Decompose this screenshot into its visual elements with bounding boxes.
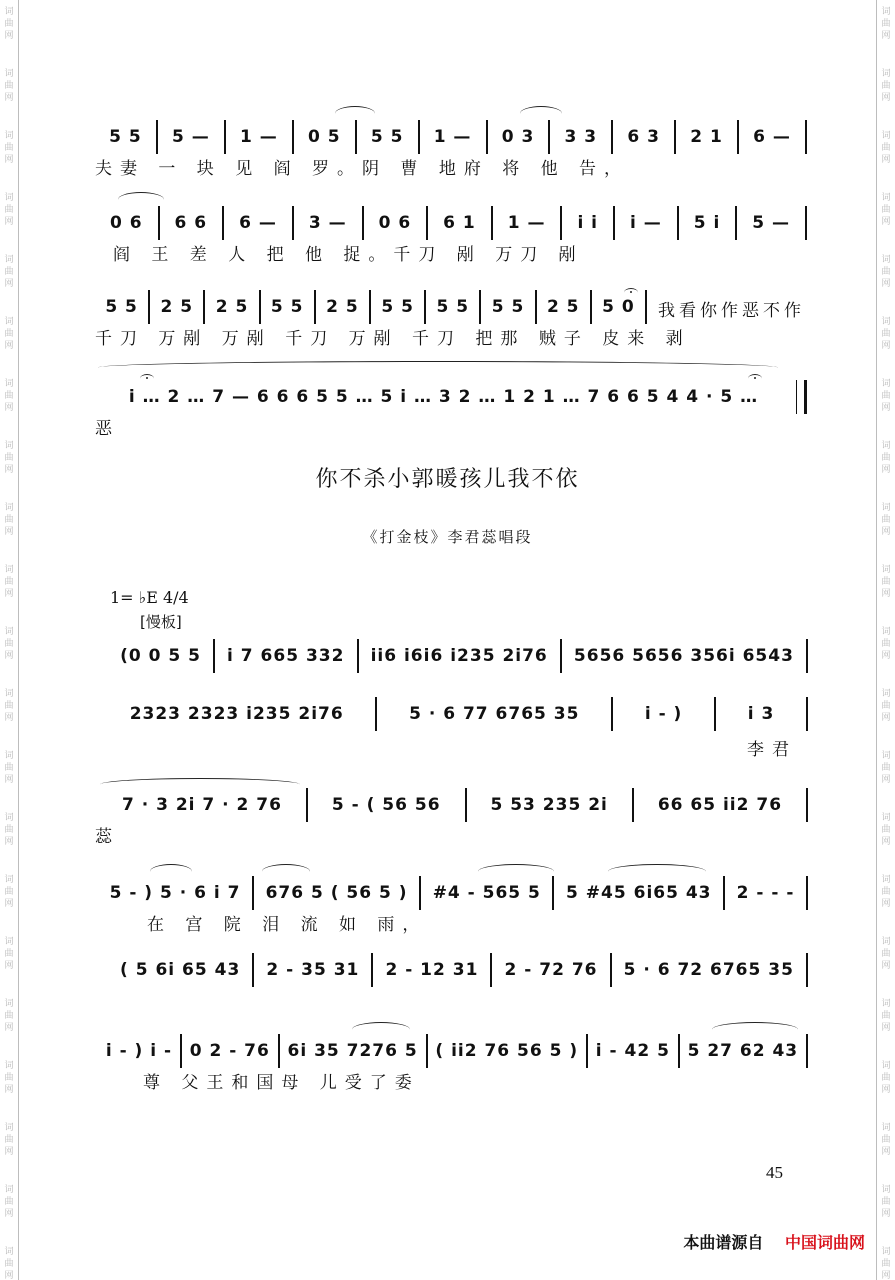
- watermark-glyphs: [880, 192, 892, 254]
- watermark-glyphs: [880, 68, 892, 130]
- watermark-glyph: 词: [4, 441, 14, 451]
- watermark-glyph: 网: [4, 589, 14, 599]
- watermark-glyph: 曲: [881, 1011, 891, 1021]
- watermark-glyphs: [3, 1184, 15, 1246]
- final-bar-line: [796, 380, 807, 414]
- watermark-glyph: 网: [4, 403, 14, 413]
- watermark-glyph: 网: [4, 527, 14, 537]
- measure: 2 5: [546, 297, 580, 317]
- measure: 5 · 6 72 6765 35: [623, 960, 794, 980]
- lyrics-line-3: [95, 324, 807, 348]
- watermark-glyphs: [3, 564, 15, 626]
- watermark-glyph: 网: [4, 279, 14, 289]
- watermark-glyph: 网: [881, 1085, 891, 1095]
- slur-arc: [712, 1022, 798, 1037]
- watermark-glyph: 曲: [4, 577, 14, 587]
- watermark-glyph: 词: [881, 565, 891, 575]
- watermark-glyph: 曲: [4, 329, 14, 339]
- measure: i - ) i -: [105, 1041, 173, 1061]
- source-label: 本曲谱源自: [683, 1233, 764, 1252]
- measure: 66 65 ii2 76: [657, 795, 783, 815]
- watermark-glyphs: [3, 130, 15, 192]
- measure: 5 i: [693, 213, 721, 233]
- measure: 1 —: [507, 213, 546, 233]
- watermark-glyph: 网: [881, 403, 891, 413]
- score-line-7: [98, 790, 808, 820]
- score-line-1: [95, 122, 807, 152]
- watermark-glyph: 曲: [4, 701, 14, 711]
- watermark-glyph: 曲: [4, 453, 14, 463]
- watermark-glyphs: [3, 688, 15, 750]
- slur-arc: [608, 864, 706, 879]
- watermark-glyph: 词: [881, 751, 891, 761]
- watermark-glyph: 网: [4, 651, 14, 661]
- watermark-glyph: 曲: [4, 391, 14, 401]
- watermark-glyph: 曲: [4, 19, 14, 29]
- bar-line: [806, 876, 808, 910]
- measure: 5 5: [381, 297, 414, 317]
- measure: 5 5: [109, 127, 142, 147]
- watermark-glyph: 网: [4, 1147, 14, 1157]
- watermark-glyph: 曲: [4, 949, 14, 959]
- slur-arc: [118, 192, 164, 207]
- watermark-glyph: 网: [4, 899, 14, 909]
- watermark-glyphs: [880, 750, 892, 812]
- tempo-marking: [慢板]: [140, 613, 182, 631]
- slur-arc: [335, 106, 375, 121]
- watermark-glyphs: [3, 874, 15, 936]
- watermark-glyph: 网: [881, 279, 891, 289]
- measure: 5 —: [171, 127, 210, 147]
- measure: 0 6: [109, 213, 143, 233]
- measure: 3 3: [564, 127, 598, 147]
- watermark-glyph: 词: [4, 193, 14, 203]
- watermark-glyphs: [880, 688, 892, 750]
- watermark-glyph: 曲: [881, 1073, 891, 1083]
- watermark-glyph: 词: [4, 69, 14, 79]
- measure: 5656 5656 356i 6543: [573, 646, 794, 666]
- lyrics-line-4: [95, 414, 807, 438]
- watermark-glyph: 网: [4, 1085, 14, 1095]
- watermark-glyph: 网: [881, 1271, 891, 1280]
- watermark-glyph: 曲: [4, 1011, 14, 1021]
- watermark-glyph: 网: [881, 651, 891, 661]
- watermark-glyphs: [3, 1060, 15, 1122]
- watermark-glyphs: [3, 192, 15, 254]
- watermark-glyph: 词: [881, 503, 891, 513]
- watermark-glyph: 词: [881, 255, 891, 265]
- watermark-glyph: 词: [4, 565, 14, 575]
- bar-line: [806, 1034, 808, 1068]
- watermark-glyphs: [880, 6, 892, 68]
- score-line-5: [108, 641, 808, 671]
- watermark-glyph: 词: [4, 813, 14, 823]
- watermark-glyph: 曲: [881, 949, 891, 959]
- measure: 5 5: [436, 297, 470, 317]
- watermark-column: [880, 6, 892, 1280]
- watermark-glyph: 曲: [881, 453, 891, 463]
- watermark-glyph: 网: [881, 465, 891, 475]
- watermark-glyphs: [880, 254, 892, 316]
- watermark-glyph: 网: [881, 961, 891, 971]
- watermark-glyph: 网: [4, 1209, 14, 1219]
- watermark-glyph: 词: [881, 875, 891, 885]
- watermark-glyph: 词: [4, 1123, 14, 1133]
- watermark-glyph: 曲: [881, 143, 891, 153]
- left-frame-line: [18, 0, 19, 1280]
- watermark-glyph: 词: [881, 441, 891, 451]
- watermark-glyph: 词: [881, 689, 891, 699]
- measure: 6 6: [174, 213, 208, 233]
- lyrics-line-10: [95, 1068, 807, 1092]
- watermark-glyph: 曲: [4, 205, 14, 215]
- watermark-glyph: 曲: [881, 81, 891, 91]
- watermark-glyph: 曲: [4, 1197, 14, 1207]
- slur-arc: [262, 864, 310, 879]
- measure: 6i 35 7276 5: [287, 1041, 418, 1061]
- measure: 1 —: [239, 127, 278, 147]
- watermark-glyphs: [880, 378, 892, 440]
- watermark-glyph: 词: [4, 751, 14, 761]
- measure: 5 - ( 56 56: [331, 795, 441, 815]
- lyrics-line-6: [95, 735, 807, 759]
- slur-arc: [352, 1022, 410, 1037]
- measure: (0 0 5 5: [120, 646, 201, 666]
- watermark-glyph: 网: [881, 341, 891, 351]
- measure: 2 5: [160, 297, 194, 317]
- watermark-glyph: 词: [881, 937, 891, 947]
- bar-line: [806, 953, 808, 987]
- watermark-glyph: 词: [4, 1185, 14, 1195]
- measure: 1 —: [433, 127, 472, 147]
- measure: 2 5: [215, 297, 249, 317]
- watermark-glyphs: [880, 1060, 892, 1122]
- watermark-glyphs: [3, 316, 15, 378]
- measure: 2 - 72 76: [504, 960, 598, 980]
- watermark-glyph: 网: [4, 93, 14, 103]
- watermark-glyph: 词: [881, 131, 891, 141]
- measure: 5 0: [602, 297, 635, 317]
- watermark-glyph: 曲: [4, 143, 14, 153]
- watermark-glyph: 曲: [4, 639, 14, 649]
- left-watermark-strip: [0, 0, 18, 1280]
- measure: 2 - 12 31: [385, 960, 479, 980]
- watermark-glyphs: [880, 626, 892, 688]
- bar-line: [805, 206, 807, 240]
- watermark-glyph: 词: [881, 999, 891, 1009]
- measure: i i: [577, 213, 599, 233]
- measure: 2 - 35 31: [266, 960, 360, 980]
- source-footer: [683, 1230, 865, 1253]
- measure: i 7 665 332: [227, 646, 345, 666]
- measure: 2323 2323 i235 2i76: [129, 704, 344, 724]
- watermark-glyph: 网: [881, 589, 891, 599]
- long-slur-arc: [98, 361, 778, 374]
- measure: 5 5: [270, 297, 304, 317]
- right-watermark-strip: [877, 0, 895, 1280]
- watermark-glyph: 词: [4, 627, 14, 637]
- watermark-glyphs: [880, 316, 892, 378]
- measure: 2 5: [326, 297, 359, 317]
- measure: 0 2 - 76: [189, 1041, 270, 1061]
- lyric-text: 蕊: [95, 827, 120, 847]
- watermark-glyph: 词: [4, 317, 14, 327]
- watermark-glyph: 曲: [4, 825, 14, 835]
- lyric-text: 尊 父王和国母 儿受了委: [143, 1073, 420, 1093]
- watermark-glyph: 曲: [881, 1135, 891, 1145]
- watermark-glyph: 网: [881, 1147, 891, 1157]
- measure: 676 5 ( 56 5 ): [265, 883, 408, 903]
- measure: ii6 i6i6 i235 2i76: [370, 646, 548, 666]
- watermark-glyph: 网: [881, 217, 891, 227]
- fermata-icon: [624, 288, 638, 297]
- watermark-glyph: 曲: [4, 887, 14, 897]
- watermark-glyphs: [880, 1122, 892, 1184]
- watermark-glyph: 词: [4, 1061, 14, 1071]
- watermark-glyph: 曲: [881, 391, 891, 401]
- measure: 2 1: [690, 127, 723, 147]
- watermark-glyph: 网: [881, 837, 891, 847]
- watermark-glyph: 网: [4, 961, 14, 971]
- slur-arc: [478, 864, 554, 879]
- watermark-glyphs: [3, 626, 15, 688]
- watermark-glyph: 网: [4, 217, 14, 227]
- watermark-glyph: 曲: [881, 1259, 891, 1269]
- watermark-glyph: 词: [881, 379, 891, 389]
- watermark-glyph: 曲: [4, 1135, 14, 1145]
- watermark-glyph: 网: [4, 155, 14, 165]
- watermark-glyph: 曲: [881, 701, 891, 711]
- watermark-glyphs: [880, 812, 892, 874]
- watermark-glyphs: [880, 936, 892, 998]
- watermark-glyphs: [880, 130, 892, 192]
- measure: 5 27 62 43: [687, 1041, 799, 1061]
- measure: 0 6: [378, 213, 412, 233]
- song-title: 你不杀小郭暖孩儿我不依: [315, 467, 580, 492]
- song-subtitle: 《打金枝》李君蕊唱段: [362, 528, 533, 546]
- measure: 6 —: [753, 127, 791, 147]
- watermark-glyph: 曲: [4, 1259, 14, 1269]
- measure: 3 —: [308, 213, 347, 233]
- lyrics-line-7: [95, 822, 807, 846]
- measure: #4 - 565 5: [432, 883, 541, 903]
- slur-arc: [520, 106, 562, 121]
- score-line-8: [98, 878, 808, 908]
- watermark-glyph: 词: [4, 255, 14, 265]
- measure: i - ): [644, 704, 683, 724]
- watermark-glyphs: [3, 998, 15, 1060]
- watermark-column: [3, 6, 15, 1280]
- watermark-glyph: 曲: [881, 329, 891, 339]
- watermark-glyphs: [3, 1122, 15, 1184]
- side-lyric: 我看你作恶不作: [658, 301, 805, 321]
- watermark-glyph: 曲: [881, 639, 891, 649]
- measure: i - 42 5: [595, 1041, 670, 1061]
- watermark-glyph: 网: [881, 527, 891, 537]
- lyrics-line-2: [95, 240, 807, 264]
- measure: 6 3: [627, 127, 660, 147]
- watermark-glyph: 网: [4, 713, 14, 723]
- watermark-glyph: 词: [4, 999, 14, 1009]
- watermark-glyph: 曲: [881, 577, 891, 587]
- watermark-glyph: 网: [4, 465, 14, 475]
- watermark-glyph: 词: [881, 813, 891, 823]
- watermark-glyph: 网: [881, 1209, 891, 1219]
- watermark-glyphs: [3, 936, 15, 998]
- watermark-glyph: 曲: [4, 763, 14, 773]
- watermark-glyph: 词: [4, 7, 14, 17]
- watermark-glyph: 网: [881, 31, 891, 41]
- measure: 0 3: [501, 127, 535, 147]
- score-line-2: [95, 208, 807, 238]
- measure: i … 2 … 7 — 6 6 6 5 5 … 5 i … 3 2 … 1 2 1 … 7 6 6 5 4 4 · 5 …: [128, 387, 759, 407]
- watermark-glyph: 曲: [881, 267, 891, 277]
- watermark-glyphs: [880, 564, 892, 626]
- watermark-glyph: 词: [4, 689, 14, 699]
- lyric-text: 李君: [747, 740, 797, 760]
- watermark-glyphs: [3, 254, 15, 316]
- page-number: 45: [766, 1163, 783, 1182]
- watermark-glyph: 曲: [4, 267, 14, 277]
- lyric-text: 在 宫 院 泪 流 如 雨，: [147, 915, 428, 935]
- lyrics-line-1: [95, 154, 807, 178]
- measure: 6 1: [443, 213, 476, 233]
- watermark-glyph: 网: [881, 713, 891, 723]
- watermark-glyphs: [3, 750, 15, 812]
- watermark-glyph: 词: [881, 1061, 891, 1071]
- watermark-glyph: 曲: [881, 825, 891, 835]
- measure: 5 5: [491, 297, 525, 317]
- watermark-glyph: 曲: [881, 515, 891, 525]
- score-line-6: [98, 699, 808, 729]
- measure: ( 5 6i 65 43: [120, 960, 241, 980]
- watermark-glyph: 网: [881, 93, 891, 103]
- lyric-text: 千刀 万剐 万剐 千刀 万剐 千刀 把那 贼子 皮来 剥: [95, 329, 691, 349]
- watermark-glyph: 曲: [4, 515, 14, 525]
- slur-arc: [150, 864, 192, 879]
- watermark-glyph: 曲: [4, 1073, 14, 1083]
- watermark-glyphs: [3, 378, 15, 440]
- watermark-glyph: 网: [881, 899, 891, 909]
- watermark-glyph: 词: [881, 7, 891, 17]
- watermark-glyph: 词: [881, 69, 891, 79]
- lyric-text: 阎 王 差 人 把 他 捉。千刀 剐 万刀 剐: [113, 245, 584, 265]
- watermark-glyph: 词: [881, 317, 891, 327]
- score-line-4: [95, 382, 807, 412]
- watermark-glyph: 词: [881, 1185, 891, 1195]
- watermark-glyphs: [3, 6, 15, 68]
- measure: 5 5: [370, 127, 404, 147]
- watermark-glyph: 词: [4, 131, 14, 141]
- score-line-10: [98, 1036, 808, 1066]
- watermark-glyph: 网: [4, 1271, 14, 1280]
- watermark-glyph: 词: [4, 937, 14, 947]
- measure: 2 - - -: [736, 883, 795, 903]
- watermark-glyph: 网: [4, 341, 14, 351]
- watermark-glyph: 网: [4, 775, 14, 785]
- watermark-glyph: 曲: [881, 887, 891, 897]
- watermark-glyph: 网: [881, 775, 891, 785]
- watermark-glyph: 词: [4, 379, 14, 389]
- lyric-text: 恶: [95, 419, 120, 439]
- measure: 5 · 6 77 6765 35: [409, 704, 580, 724]
- watermark-glyph: 网: [4, 837, 14, 847]
- watermark-glyph: 词: [4, 875, 14, 885]
- lyrics-line-8: [95, 910, 807, 934]
- watermark-glyph: 词: [881, 1123, 891, 1133]
- measure: 5 - ) 5 · 6 i 7: [109, 883, 241, 903]
- site-name-link[interactable]: 中国词曲网: [784, 1233, 865, 1252]
- watermark-glyph: 曲: [881, 763, 891, 773]
- watermark-glyph: 词: [881, 1247, 891, 1257]
- watermark-glyph: 词: [4, 1247, 14, 1257]
- watermark-glyph: 词: [881, 627, 891, 637]
- measure: 6 —: [239, 213, 277, 233]
- measure: i —: [630, 213, 662, 233]
- key-signature: 1= ♭E 4/4: [110, 588, 189, 607]
- bar-line: [805, 120, 807, 154]
- score-line-9: [108, 955, 808, 985]
- watermark-glyph: 词: [4, 503, 14, 513]
- watermark-glyph: 网: [4, 1023, 14, 1033]
- lyric-text: 夫妻 一 块 见 阎 罗。阴 曹 地府 将 他 告，: [95, 159, 630, 179]
- measure: 5 53 235 2i: [490, 795, 608, 815]
- bar-line: [806, 788, 808, 822]
- measure: 5 5: [105, 297, 138, 317]
- watermark-glyphs: [880, 1184, 892, 1246]
- watermark-glyph: 网: [881, 1023, 891, 1033]
- watermark-glyph: 曲: [881, 19, 891, 29]
- watermark-glyphs: [3, 68, 15, 130]
- measure: 7 · 3 2i 7 · 2 76: [121, 795, 282, 815]
- score-line-3: [95, 292, 647, 322]
- watermark-glyphs: [3, 812, 15, 874]
- watermark-glyph: 曲: [881, 205, 891, 215]
- right-frame-line: [876, 0, 877, 1280]
- watermark-glyph: 网: [881, 155, 891, 165]
- bar-line: [645, 290, 647, 324]
- bar-line: [806, 639, 808, 673]
- watermark-glyph: 词: [881, 193, 891, 203]
- measure: 5 #45 6i65 43: [566, 883, 712, 903]
- watermark-glyphs: [880, 998, 892, 1060]
- measure: i 3: [747, 704, 775, 724]
- watermark-glyphs: [3, 1246, 15, 1280]
- watermark-glyph: 曲: [881, 1197, 891, 1207]
- measure: 0 5: [308, 127, 341, 147]
- measure: 5 —: [752, 213, 791, 233]
- watermark-glyphs: [880, 874, 892, 936]
- watermark-glyphs: [880, 1246, 892, 1280]
- measure: ( ii2 76 56 5 ): [435, 1041, 579, 1061]
- watermark-glyph: 网: [4, 31, 14, 41]
- watermark-glyph: 曲: [4, 81, 14, 91]
- bar-line: [806, 697, 808, 731]
